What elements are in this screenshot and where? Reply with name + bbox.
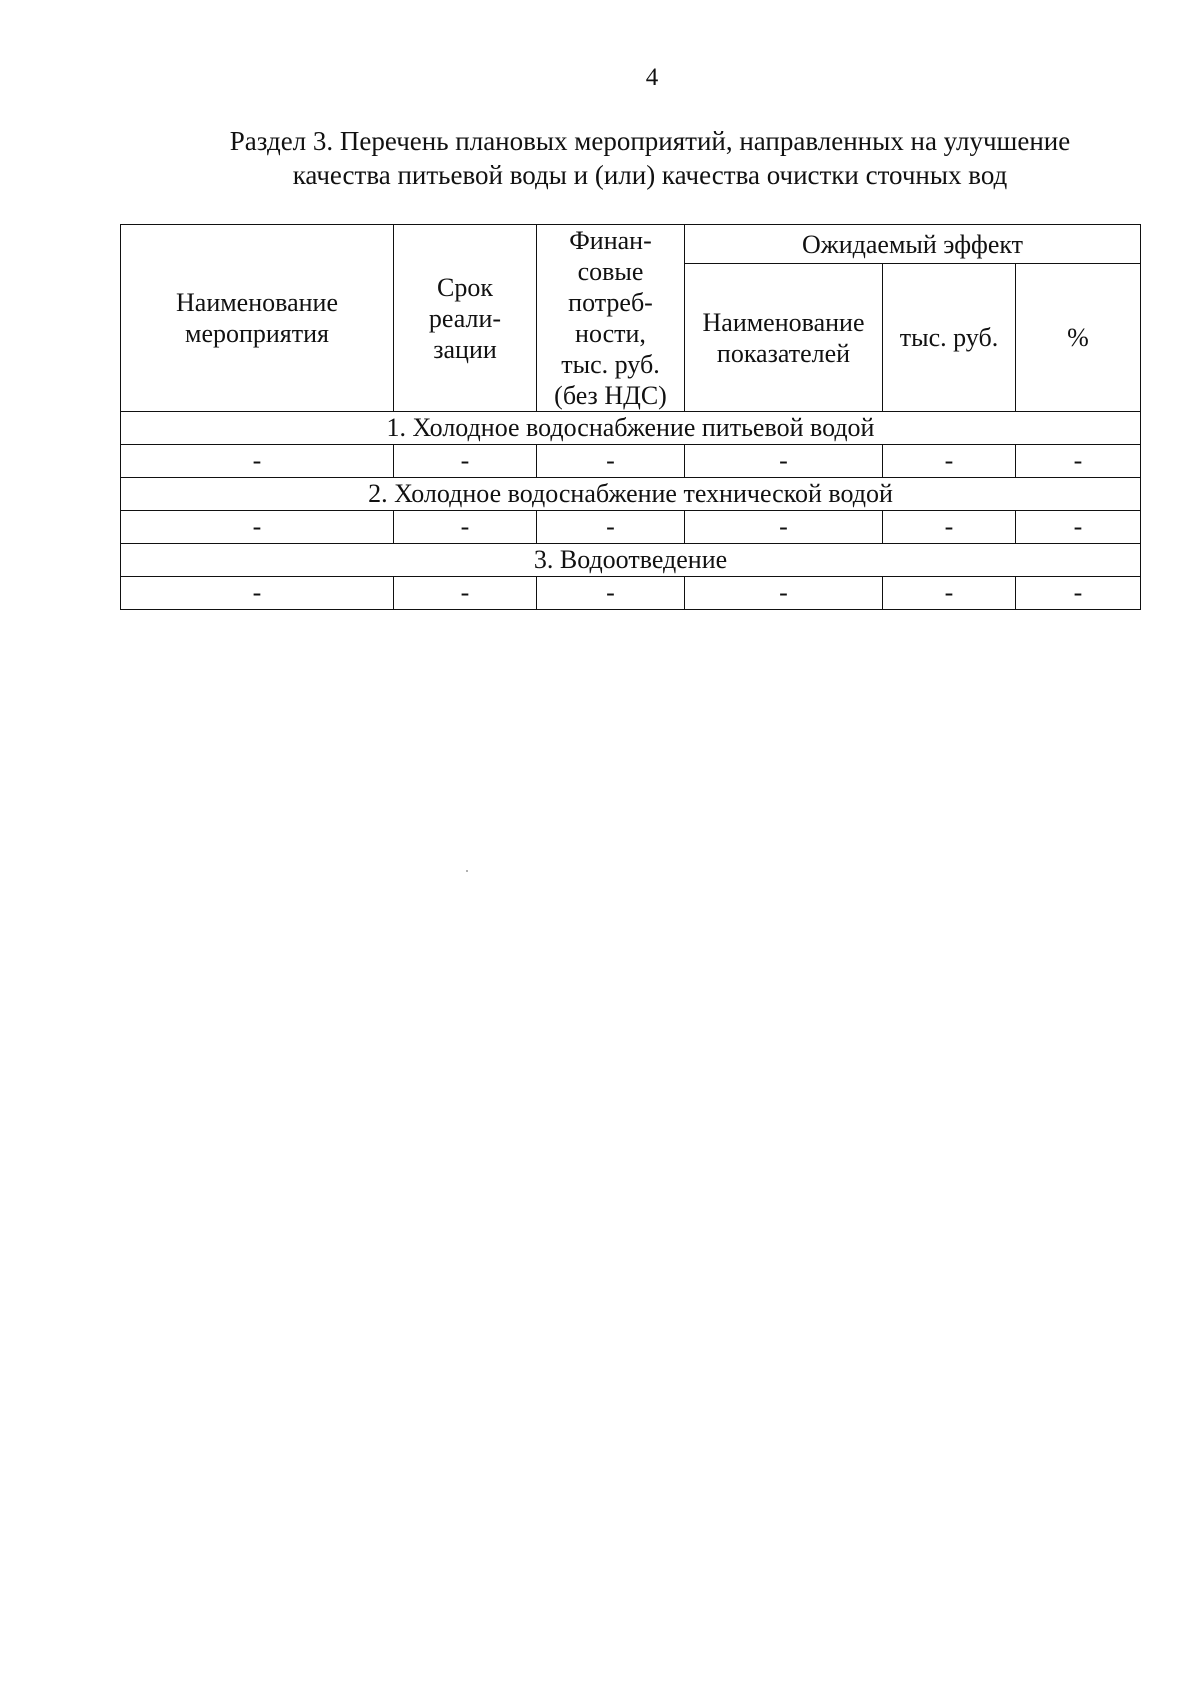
table-cell: - (537, 577, 685, 610)
header-event-name: Наименование мероприятия (121, 225, 394, 412)
header-row-top (121, 225, 1141, 264)
table-cell: - (394, 577, 537, 610)
section-title-cold-technical: 2. Холодное водоснабжение технической водой (121, 478, 1141, 511)
table-row (121, 511, 1141, 544)
table-cell: - (121, 577, 394, 610)
section-row-1 (121, 412, 1141, 445)
table-cell: - (685, 577, 883, 610)
table-row (121, 445, 1141, 478)
section-title-line-1: Раздел 3. Перечень плановых мероприятий, направленных на улучшение (229, 126, 1071, 156)
table-cell: - (121, 511, 394, 544)
header-finance: Финан- совые потреб- ности, тыс. руб. (без НДС) (537, 225, 685, 412)
table-cell: - (883, 445, 1016, 478)
table-row (121, 577, 1141, 610)
section-title-line-2: качества питьевой воды и (или) качества очистки сточных вод (292, 160, 1008, 190)
header-term: Срок реали- зации (394, 225, 537, 412)
section-title-cold-drinking: 1. Холодное водоснабжение питьевой водой (121, 412, 1141, 445)
table-cell: - (394, 445, 537, 478)
table-cell: - (537, 511, 685, 544)
planned-measures-table (120, 224, 1141, 610)
header-indicator-name: Наименование показателей (685, 264, 883, 412)
header-percent: % (1016, 264, 1141, 412)
page-number: 4 (645, 64, 659, 91)
scan-speck (466, 870, 468, 872)
table-cell: - (685, 511, 883, 544)
table-cell: - (1016, 577, 1141, 610)
table-cell: - (883, 577, 1016, 610)
section-row-3 (121, 544, 1141, 577)
section-title-wastewater: 3. Водоотведение (121, 544, 1141, 577)
header-expected-effect: Ожидаемый эффект (685, 225, 1141, 264)
table-cell: - (394, 511, 537, 544)
table-cell: - (537, 445, 685, 478)
table-cell: - (883, 511, 1016, 544)
table-cell: - (685, 445, 883, 478)
table-cell: - (121, 445, 394, 478)
table-cell: - (1016, 445, 1141, 478)
table-cell: - (1016, 511, 1141, 544)
section-title (120, 124, 1180, 192)
section-row-2 (121, 478, 1141, 511)
header-thousand-rub: тыс. руб. (883, 264, 1016, 412)
